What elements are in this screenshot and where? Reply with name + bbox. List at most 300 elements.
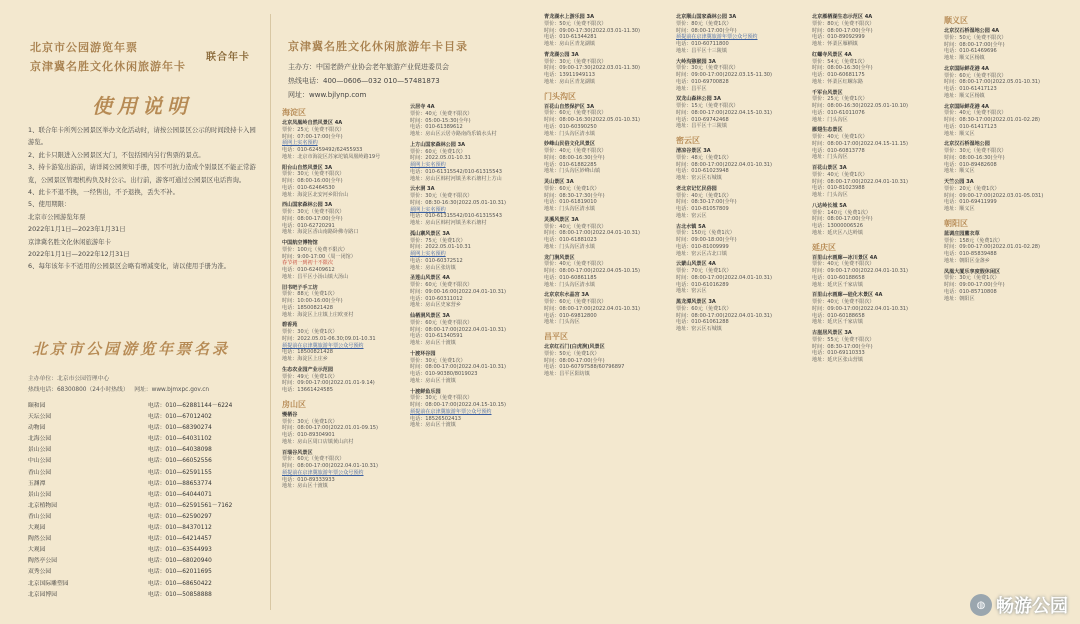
organizer-hotline: 热线电话：400—0606—032 010—57481873 xyxy=(288,77,440,85)
attraction-name: 北京顺山国家森林公园 3A xyxy=(676,14,737,20)
attraction-block xyxy=(544,104,666,138)
park-row xyxy=(28,545,260,556)
attraction-detail: 票价：88元（免费1次） xyxy=(282,291,338,298)
attraction-detail: 地址：昌平区阳坊镇 xyxy=(544,371,590,377)
attraction-detail: 须提前在京津冀旅游年票公众号预约 xyxy=(410,408,492,415)
organizer-website: 网址：www.bjlynp.com xyxy=(288,91,367,99)
attraction-block xyxy=(544,255,666,289)
attraction-name: 千军台风景区 xyxy=(812,89,843,96)
park-name: 天坛公园 xyxy=(28,414,52,421)
park-row xyxy=(28,556,260,567)
attraction-detail: 电话：010-85839488 xyxy=(944,251,997,257)
attraction-block xyxy=(944,66,1072,100)
attraction-block xyxy=(676,14,802,55)
attraction-detail: 票价：30元（免费不限次） xyxy=(282,171,345,178)
park-name: 大观园 xyxy=(28,547,46,554)
attraction-block xyxy=(544,292,666,326)
attraction-detail: 时间：08:00-17:00(2022.04.15-11.15) xyxy=(812,140,909,147)
attraction-name: 凤凰大厦乐享度假休闲区 xyxy=(944,268,1001,275)
attraction-name: 中国航空博物馆 xyxy=(282,240,318,246)
usage-item: 2、此卡只限进入公园景区大门，不包括园内另行售票的景点。 xyxy=(28,150,205,159)
ticket-hotline-website xyxy=(28,385,260,396)
attraction-block xyxy=(282,240,400,281)
attraction-detail: 时间：08:00-17:00(全年) xyxy=(812,216,873,223)
attraction-detail: 时间：08:00-17:00(2022.04.01-10.31) xyxy=(676,161,773,168)
attraction-detail: 时间：09:00-17:30(2022.03.01-11.30) xyxy=(544,27,641,34)
park-row xyxy=(28,501,260,512)
header-line2: 京津冀名胜文化休闲旅游年卡 xyxy=(30,60,186,73)
attraction-name: 老北京记忆民俗园 xyxy=(676,185,717,192)
attraction-detail: 电话：010-61061288 xyxy=(676,319,729,326)
attraction-name: 北京国际鲜花港 4A xyxy=(944,65,989,72)
ticket-org: 主办单位：北京市公园管理中心 xyxy=(28,376,110,382)
park-row xyxy=(28,490,260,501)
attraction-detail: 地址：房山区史家营乡 xyxy=(410,302,461,309)
attraction-detail: 票价：50元（免费不限次） xyxy=(944,34,1007,41)
attraction-block xyxy=(282,285,400,319)
attraction-detail: 地址：房山区张坊镇 xyxy=(410,264,456,271)
attraction-detail: 票价：60元（免费1次） xyxy=(410,148,466,155)
attraction-detail: 须网上实名预约 xyxy=(410,206,446,213)
region-miyun: 密云区 xyxy=(676,136,700,145)
attraction-detail: 时间：08:00-17:00(2022.04.01-10.31) xyxy=(812,178,909,185)
attraction-detail: 票价：30元（免费1次） xyxy=(282,329,338,335)
attraction-detail: 地址：房山区云居寺路南尚乐镇水头村 xyxy=(410,131,497,137)
attraction-detail: 时间：09:00-17:00(2022.01.01-9.14) xyxy=(282,380,375,387)
attraction-block xyxy=(410,104,532,138)
attraction-detail: 地址：密云区石城镇 xyxy=(676,175,722,181)
attraction-name: 十渡环谷园 xyxy=(410,350,436,357)
attraction-detail: 电话：010-61469696 xyxy=(944,48,997,55)
attraction-detail: 地址：房山区十渡镇 xyxy=(282,483,328,490)
park-phone: 电话：010—64031102 xyxy=(148,436,212,443)
attraction-name: 天竺公园 3A xyxy=(944,179,974,185)
attraction-name: 云蒙山风景区 4A xyxy=(676,261,716,268)
attraction-block xyxy=(410,142,532,183)
park-phone: 电话：010—63544993 xyxy=(148,547,212,554)
attraction-detail: 电话：010-61389612 xyxy=(410,124,463,131)
attraction-detail: 电话：010-60390250 xyxy=(544,123,597,130)
attraction-detail: 地址：门头沟区 xyxy=(812,192,848,198)
attraction-detail: 票价：60元（免费不限次） xyxy=(944,72,1007,79)
attraction-detail: 时间：08:00-16:30(全年) xyxy=(944,154,1005,161)
attraction-detail: 地址：延庆区张山营镇 xyxy=(812,357,863,363)
attraction-name: 红螺寺风景区 4A xyxy=(812,51,852,58)
attraction-name: 十渡鲜鱼乐园 xyxy=(410,388,441,395)
attraction-detail: 票价：25元（免费不限次） xyxy=(282,126,345,133)
park-name: 香山公园 xyxy=(28,469,52,476)
attraction-detail: 票价：40元（免费不限次） xyxy=(812,261,875,268)
park-name: 动物园 xyxy=(28,425,46,432)
region-haidian: 海淀区 xyxy=(282,108,306,117)
attraction-detail: 电话：13911949113 xyxy=(544,72,595,78)
park-phone: 电话：010—50858888 xyxy=(148,591,212,598)
attraction-detail: 时间：08:00-17:00(2022.05.01-10.31) xyxy=(944,79,1041,86)
attraction-detail: 须网上实名预约 xyxy=(410,251,446,257)
park-row xyxy=(28,512,260,523)
attraction-detail: 地址：顺义区 xyxy=(944,130,975,137)
attraction-block xyxy=(282,450,400,491)
attraction-detail: 电话：010-62459492/62455933 xyxy=(282,147,363,153)
attraction-detail: 票价：54元（免费1次） xyxy=(812,58,868,65)
region-fangshan: 房山区 xyxy=(282,399,306,409)
attraction-block xyxy=(544,52,666,86)
attraction-detail: 票价：40元（免费1次） xyxy=(676,192,732,199)
park-name: 颐和园 xyxy=(28,403,46,409)
attraction-detail: 地址：海淀区北安河乡阳台山 xyxy=(282,191,349,198)
attraction-detail: 时间：08:00-16:30(全年) xyxy=(812,65,873,72)
attraction-name: 北京京东水晶宫 3A xyxy=(544,292,589,299)
attraction-detail: 时间：08:30-17:00(全年) xyxy=(812,343,873,350)
park-phone: 电话：010—64044071 xyxy=(148,491,212,498)
attraction-detail: 电话：18500821428 xyxy=(282,304,333,311)
attraction-detail: 电话：010-81009999 xyxy=(676,243,729,250)
attraction-detail: 电话：010-81057809 xyxy=(676,206,729,212)
attraction-detail: 电话：010-61023948 xyxy=(676,168,729,175)
annual-card-label: 联合年卡 xyxy=(206,52,250,63)
attraction-detail: 票价：50元（免费1次） xyxy=(544,350,600,357)
attraction-detail: 时间：08:00-17:00(全年) xyxy=(544,357,605,364)
attraction-detail: 票价：50元（免费不限次） xyxy=(544,20,607,27)
usage-item: 5、使用期限： xyxy=(28,200,71,209)
attraction-name: 古崖居风景区 3A xyxy=(812,330,852,336)
park-name: 景山公园 xyxy=(28,491,52,498)
attraction-name: 百里山水画廊—冰川景区 4A xyxy=(812,254,878,261)
attraction-detail: 时间：08:30-16:30(2022.05.01-10.31) xyxy=(410,199,507,206)
attraction-detail: 票价：40元（免费不限次） xyxy=(812,299,875,305)
region-chaoyang: 朝阳区 xyxy=(944,218,968,228)
attraction-detail: 票价：60元（免费不限次） xyxy=(282,456,345,463)
attraction-detail: 地址：门头沟区清水镇 xyxy=(544,243,595,250)
attraction-detail: 电话：010-61417123 xyxy=(944,123,997,130)
attraction-block xyxy=(282,202,400,236)
attraction-detail: 票价：40元（免费1次） xyxy=(812,171,868,178)
attraction-detail: 电话：010-61417123 xyxy=(944,86,997,92)
attraction-detail: 地址：朝阳区金盏乡 xyxy=(944,257,990,264)
park-name: 北海公园 xyxy=(28,436,52,443)
attraction-detail: 地址：昌平区小汤山镇大汤山 xyxy=(282,273,349,280)
attraction-block xyxy=(282,322,400,363)
attraction-name: 仙栖洞风景区 3A xyxy=(410,313,450,319)
park-row xyxy=(28,401,260,412)
column-divider xyxy=(270,14,271,610)
attraction-detail: 时间：09:00-18:00(全年) xyxy=(676,237,737,243)
attraction-detail: 票价：30元（免费1次） xyxy=(282,418,338,425)
park-name: 大观园 xyxy=(28,525,46,532)
park-name: 北京植物园 xyxy=(28,502,57,509)
attraction-detail: 地址：顺义区杨镇 xyxy=(944,55,985,61)
attraction-detail: 票价：140元（免费1次） xyxy=(812,209,871,216)
attraction-detail: 时间：08:00-16:30(全年) xyxy=(544,154,605,161)
park-phone: 电话：010—62881144－6224 xyxy=(148,403,233,409)
attraction-name: 黑龙潭风景区 3A xyxy=(676,299,716,305)
attraction-detail: 地址：延庆区八达岭镇 xyxy=(812,229,863,236)
attraction-block xyxy=(410,231,532,272)
attraction-name: 旧书吧子手工坊 xyxy=(282,284,318,291)
attraction-detail: 须网上实名预约 xyxy=(410,162,446,168)
attraction-block xyxy=(944,179,1072,213)
attraction-detail: 时间：09:00-17:00(2022.03.01-05.031) xyxy=(944,192,1044,199)
park-row xyxy=(28,468,260,479)
attraction-detail: 时间：08:00-17:00(全年) xyxy=(812,27,873,34)
park-row xyxy=(28,579,260,590)
attraction-detail: 电话：010-60311012 xyxy=(410,295,463,302)
column-6 xyxy=(944,14,1072,306)
park-phone: 电话：010—62590297 xyxy=(148,513,212,520)
column-4 xyxy=(676,14,802,337)
attraction-detail: 票价：60元（免费不限次） xyxy=(544,299,607,305)
attraction-detail: 地址：昌平区十三陵镇 xyxy=(676,123,727,130)
attraction-detail: 地址：密云区 xyxy=(676,212,707,219)
attraction-detail: 票价：49元（免费1次） xyxy=(282,373,338,380)
ticket-hotline: 热线电话：68300800（24小时热线） xyxy=(28,387,129,393)
attraction-detail: 电话：13000006526 xyxy=(812,223,863,229)
attraction-name: 北京雁栖湖生态示范区 4A xyxy=(812,14,873,20)
attraction-detail: 电话：010-69110333 xyxy=(812,350,865,357)
usage-item: 2022年1月1日—2023年1月31日 xyxy=(28,225,126,234)
attraction-detail: 电话：010-61315542/010-61315543 xyxy=(410,168,502,175)
park-row xyxy=(28,434,260,445)
attraction-detail: 电话：010-69411999 xyxy=(944,199,997,206)
park-row xyxy=(28,479,260,490)
attraction-block xyxy=(812,14,940,48)
organizer-info xyxy=(288,60,449,102)
attraction-detail: 票价：100元（免费不限次） xyxy=(282,246,348,253)
attraction-block xyxy=(676,186,802,220)
attraction-detail: 票价：55元（免费不限次） xyxy=(812,336,875,343)
header-line1: 北京市公园游览年票 xyxy=(30,41,138,54)
attraction-detail: 地址：朝阳区 xyxy=(944,295,975,302)
park-name: 陶然公园 xyxy=(28,536,52,543)
park-phone: 电话：010—68650422 xyxy=(148,580,212,587)
attraction-detail: 地址：门头沟区 xyxy=(812,116,848,123)
attraction-name: 蓝调庄园薰衣草 xyxy=(944,230,980,237)
attraction-block xyxy=(544,344,666,378)
attraction-block xyxy=(676,261,802,295)
attraction-detail: 须网上实名预约 xyxy=(282,140,318,147)
attraction-detail: 地址：密云区 xyxy=(676,288,707,295)
attraction-detail: 电话：18500821428 xyxy=(282,349,333,356)
attraction-block xyxy=(812,255,940,289)
park-name: 北京园博园 xyxy=(28,591,57,598)
attraction-detail: 票价：48元（免费1次） xyxy=(676,154,732,161)
watermark-text: 畅游公园 xyxy=(996,596,1068,617)
attraction-name: 雁翅生态景区 xyxy=(812,127,843,134)
attraction-name: 龙门涧风景区 xyxy=(544,254,575,261)
attraction-detail: 地址：怀柔区红螺东路 xyxy=(812,78,863,85)
attraction-detail: 地址：北京市海淀区苏家坨镇凤凰岭路19号 xyxy=(282,153,381,160)
attraction-detail: 地址：门头沟区清水镇 xyxy=(544,281,595,288)
attraction-detail: 时间：08:00-17:00(2022.04.15-10.15) xyxy=(410,402,507,408)
attraction-detail: 地址：延庆区千家店镇 xyxy=(812,281,863,288)
attraction-detail: 电话：010-60797588/60796897 xyxy=(544,364,625,371)
attraction-detail: 票价：30元（免费不限次） xyxy=(544,58,607,65)
attraction-name: 西山国家森林公园 3A xyxy=(282,202,333,209)
attraction-detail: 地址：房山区十渡镇 xyxy=(410,377,456,384)
attraction-detail: 电话：010-61315542/010-61315543 xyxy=(410,213,502,220)
attraction-detail: 票价：30元（免费不限次） xyxy=(282,209,345,215)
attraction-name: 双龙山森林公园 3A xyxy=(676,96,721,103)
attraction-name: 慢栖谷 xyxy=(282,411,298,418)
attraction-detail: 时间：09:00-17:00(全年) xyxy=(944,282,1005,288)
attraction-detail: 时间：08:00-17:00(2022.04.01-10.31) xyxy=(544,305,641,312)
park-name: 陶然亭公园 xyxy=(28,558,57,565)
attraction-block xyxy=(544,217,666,251)
attraction-name: 古北水镇 5A xyxy=(676,223,706,230)
park-row xyxy=(28,590,260,601)
attraction-name: 北京汉石桥湿地公园 4A xyxy=(944,28,1000,34)
attraction-detail: 电话：010-61882285 xyxy=(544,161,597,168)
usage-title: 使用说明 xyxy=(92,94,192,118)
attraction-name: 圣莲山风景区 4A xyxy=(410,275,450,282)
usage-item: 北京市公园游览年票 xyxy=(28,212,86,221)
attraction-detail: 电话：010-90380/8019023 xyxy=(410,371,478,377)
attraction-detail: 地址：房山区十渡镇 xyxy=(410,340,456,346)
attraction-block xyxy=(812,52,940,86)
attraction-detail: 电话：010-61016289 xyxy=(676,281,729,288)
attraction-detail: 时间：08:00-17:00(2022.04.01-10.31) xyxy=(544,230,641,237)
attraction-detail: 票价：40元（免费不限次） xyxy=(544,148,607,154)
attraction-detail: 票价：30元（免费不限次） xyxy=(410,395,473,402)
attraction-block xyxy=(944,104,1072,138)
attraction-block xyxy=(676,96,802,130)
attraction-block xyxy=(410,389,532,430)
park-phone: 电话：010—62591155 xyxy=(148,469,212,476)
attraction-detail: 地址：密云区石城镇 xyxy=(676,326,722,332)
organizer-host: 主办方：中国老龄产业协会老年旅游产业促进委员会 xyxy=(288,63,449,71)
attraction-detail: 春节初一到初十不限次 xyxy=(282,260,333,267)
attraction-detail: 票价：40元（免费不限次） xyxy=(944,110,1007,117)
attraction-detail: 票价：60元（免费不限次） xyxy=(410,282,473,288)
attraction-detail: 地址：门头沟区 xyxy=(544,319,580,326)
attraction-detail: 须提前在京津冀旅游年票公众号预约 xyxy=(676,34,758,41)
attraction-detail: 时间：9:00-17:00（周一闭馆） xyxy=(282,253,356,260)
park-name: 玉渊潭 xyxy=(28,480,46,487)
attraction-detail: 票价：30元（免费不限次） xyxy=(944,148,1007,154)
park-row xyxy=(28,534,260,545)
ticket-info xyxy=(28,374,260,396)
attraction-detail: 电话：010-60188658 xyxy=(812,274,865,281)
attraction-block xyxy=(676,224,802,258)
attraction-detail: 票价：30元（免费不限次） xyxy=(410,193,473,199)
attraction-detail: 票价：80元（免费不限次） xyxy=(812,20,875,27)
attraction-detail: 电话：010-61819010 xyxy=(544,199,597,206)
attraction-name: 北京红石门(白虎涧)风景区 xyxy=(544,344,605,350)
attraction-block xyxy=(544,14,666,48)
attraction-block xyxy=(812,330,940,364)
attraction-name: 百花山自然保护区 3A xyxy=(544,103,595,110)
attraction-detail: 时间：08:00-16:30(2022.05.01-10.31) xyxy=(544,117,641,123)
attraction-detail: 时间：08:00-17:00(2022.04.01-10.31) xyxy=(282,463,379,469)
attraction-detail: 地址：顺义区 xyxy=(944,168,975,175)
attraction-block xyxy=(944,141,1072,175)
attraction-detail: 电话：010-62720291 xyxy=(282,222,335,229)
attraction-name: 云水洞 3A xyxy=(410,186,435,193)
region-changping: 昌平区 xyxy=(544,332,568,341)
attraction-detail: 时间：2022.05.01-10.31 xyxy=(410,244,471,251)
attraction-name: 清凉谷景区 3A xyxy=(676,148,711,154)
attraction-name: 八达岭长城 5A xyxy=(812,202,847,209)
attraction-detail: 电话：010-62409612 xyxy=(282,267,335,273)
attraction-block xyxy=(676,148,802,182)
usage-item: 2022年1月1日—2022年12月31日 xyxy=(28,250,130,259)
catalog-title: 京津冀名胜文化休闲旅游年卡目录 xyxy=(288,40,468,53)
region-shunyi: 顺义区 xyxy=(944,16,968,25)
park-phone: 电话：010—62011695 xyxy=(148,569,212,576)
attraction-detail: 时间：08:30-17:00(全年) xyxy=(676,199,737,206)
attraction-detail: 电话：010-89304901 xyxy=(282,432,335,438)
attraction-block xyxy=(812,292,940,326)
attraction-detail: 时间：08:00-17:00(全年) xyxy=(282,215,343,222)
attraction-detail: 时间：08:00-17:00(全年) xyxy=(676,27,737,34)
attraction-detail: 时间：08:00-16:00(全年) xyxy=(282,178,343,184)
attraction-name: 上方山国家森林公园 3A xyxy=(410,141,466,148)
park-phone: 电话：010—88653774 xyxy=(148,480,212,487)
attraction-name: 青龙湖公园 3A xyxy=(544,51,579,58)
attraction-detail: 票价：40元（免费不限次） xyxy=(410,110,473,117)
park-row xyxy=(28,445,260,456)
attraction-detail: 票价：15元（免费不限次） xyxy=(676,103,739,109)
attraction-detail: 电话：010-60188658 xyxy=(812,312,865,319)
attraction-block xyxy=(944,231,1072,265)
attraction-detail: 电话：010-61011076 xyxy=(812,109,865,116)
attraction-detail: 地址：顺义区杨镇 xyxy=(944,92,985,99)
card-header xyxy=(30,38,250,76)
ticket-title: 北京市公园游览年票名录 xyxy=(32,340,231,358)
attraction-detail: 电话：010-60813778 xyxy=(812,147,865,154)
attraction-detail: 地址：顺义区 xyxy=(944,206,975,212)
attraction-detail: 时间：09:00-17:30(2022.03.01-11.30) xyxy=(544,65,641,72)
park-phone: 电话：010—67012402 xyxy=(148,414,212,421)
attraction-detail: 票价：80元（免费1次） xyxy=(676,20,732,27)
attraction-detail: 票价：60元（免费1次） xyxy=(676,305,732,312)
attraction-detail: 地址：房山区韩村河镇圣米石塘村上方山 xyxy=(410,175,502,182)
attraction-detail: 电话：010-89482608 xyxy=(944,161,997,168)
attraction-detail: 时间：10:00-16:00(全年) xyxy=(282,298,343,304)
attraction-name: 生态农业园产业示范园 xyxy=(282,366,333,373)
attraction-detail: 时间：08:00-17:00(2022.01.01-09.15) xyxy=(282,425,379,432)
attraction-detail: 地址：海淀区上庄乡 xyxy=(282,356,328,362)
attraction-detail: 票价：25元（免费1次） xyxy=(812,96,868,103)
attraction-detail: 票价：60元（免费1次） xyxy=(544,185,600,192)
attraction-name: 灵溪风景区 3A xyxy=(544,216,579,223)
attraction-block xyxy=(944,269,1072,303)
attraction-detail: 地址：昌平区十三陵镇 xyxy=(676,47,727,54)
attraction-detail: 地址：门头沟区 xyxy=(812,154,848,161)
attraction-detail: 电话：010-61344281 xyxy=(544,34,597,41)
attraction-detail: 地址：门头沟区妙峰山镇 xyxy=(544,168,601,175)
attraction-block xyxy=(282,165,400,199)
attraction-detail: 票价：30元（免费不限次） xyxy=(676,65,739,72)
attraction-name: 北京汉石桥湿地公园 xyxy=(944,141,990,148)
attraction-detail: 时间：08:00-17:00(2022.04.15-10.31) xyxy=(676,109,773,116)
usage-item: 京津冀名胜文化休闲旅游年卡 xyxy=(28,237,112,246)
attraction-detail: 票价：30元（免费1次） xyxy=(944,275,1000,282)
attraction-detail: 地址：海淀区香山南路卧佛寺路口 xyxy=(282,229,359,236)
usage-item: 1、联合年卡所列公园景区举办文化活动时，请按公园景区公示的时间段持卡入园游览。 xyxy=(28,126,256,147)
attraction-detail: 票价：75元（免费1次） xyxy=(410,237,466,244)
attraction-detail: 票价：60元（免费不限次） xyxy=(410,319,473,326)
park-row xyxy=(28,412,260,423)
attraction-name: 灵山景区 3A xyxy=(544,179,574,185)
usage-item: 6、每年该年卡不适用的公园景区会略有增减变化，请以使用手册为准。 xyxy=(28,262,231,271)
attraction-detail: 电话：010-61881023 xyxy=(544,237,597,243)
attraction-name: 北京国际鲜花港 4A xyxy=(944,103,989,110)
attraction-detail: 电话：010-69742468 xyxy=(676,116,729,123)
attraction-name: 百瑞谷风景区 xyxy=(282,449,313,456)
attraction-detail: 时间：2022.05.01-06.30;09.01-10.31 xyxy=(282,335,376,342)
column-3 xyxy=(544,14,666,382)
